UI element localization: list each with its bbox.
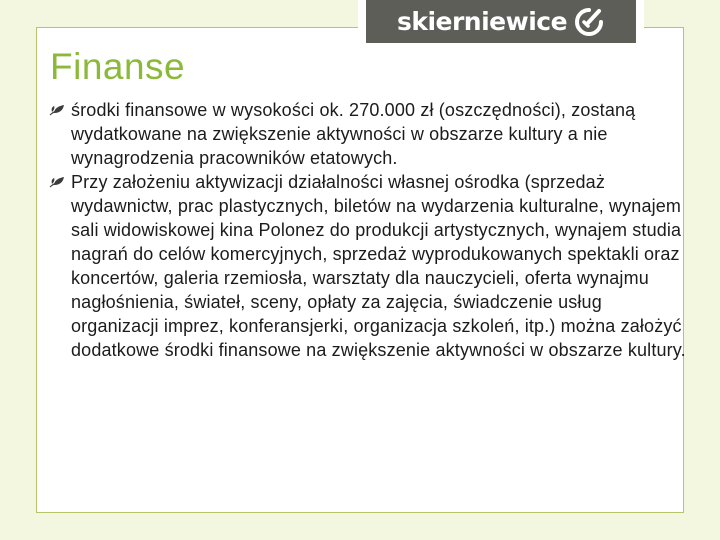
leaf-bullet-icon bbox=[49, 176, 65, 188]
logo-text: skierniewice bbox=[396, 7, 568, 36]
bullet-list bbox=[46, 98, 686, 362]
slide-title: Finanse bbox=[50, 46, 186, 87]
logo-swirl-icon bbox=[573, 6, 605, 38]
city-logo bbox=[366, 0, 636, 43]
leaf-bullet-icon bbox=[49, 104, 65, 116]
bullet-item bbox=[46, 170, 686, 362]
bullet-text: Przy założeniu aktywizacji działalności własnej ośrodka (sprzedaż wydawnictw, prac plastycznych, biletów na wydarzenia kulturalne, wynajem sali widowiskowej kina Polonez do produkcji artystycznych, wynajem studia nagrań do celów komercyjnych, sprzedaż wyprodukowanych spektakli oraz koncertów, galeria rzemiosła, warsztaty dla nauczycieli, oferta wynajmu nagłośnienia, świateł, sceny, opłaty za zajęcia, świadczenie usług organizacji imprez, konferansjerki, organizacja szkoleń, itp.) można założyć dodatkowe środki finansowe na zwiększenie aktywności w obszarze kultury. bbox=[71, 172, 686, 360]
logo-container bbox=[358, 0, 644, 50]
bullet-text: środki finansowe w wysokości ok. 270.000 zł (oszczędności), zostaną wydatkowane na zwiększenie aktywności w obszarze kultury a nie wynagrodzenia pracowników etatowych. bbox=[71, 100, 636, 168]
bullet-item bbox=[46, 98, 686, 170]
